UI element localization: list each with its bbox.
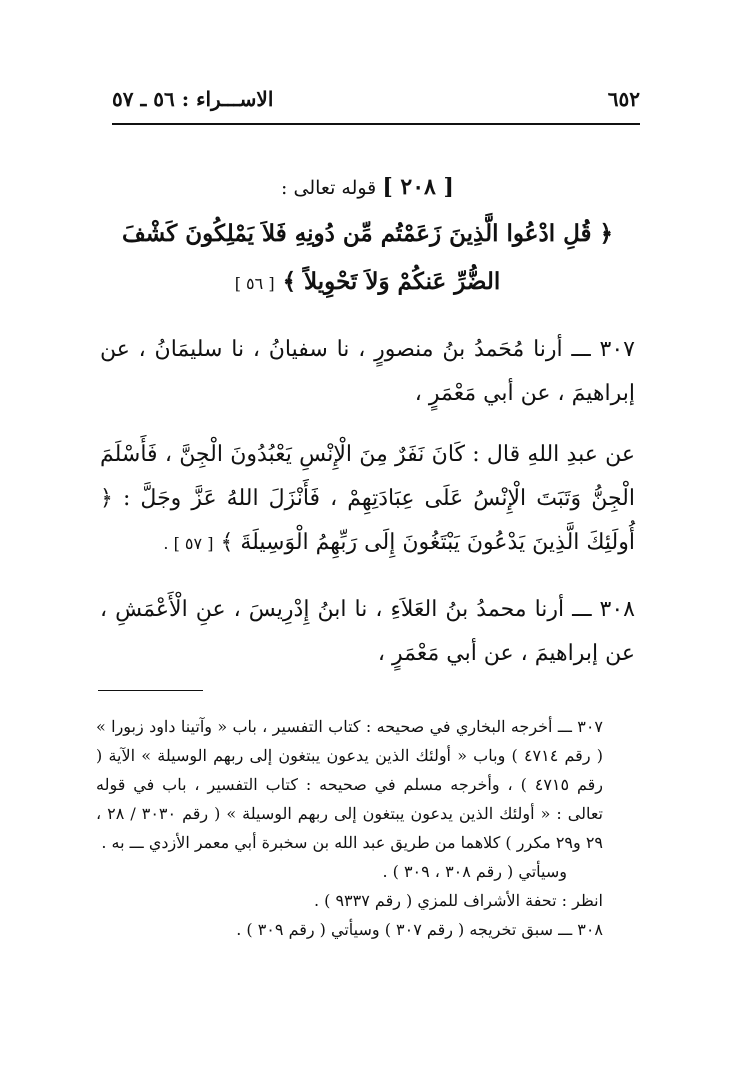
hadith-308-isnad bbox=[100, 588, 635, 676]
section-label: قوله تعالى : bbox=[281, 177, 377, 199]
running-title: الاســـراء : ٥٦ ـ ٥٧ bbox=[112, 87, 274, 111]
footnote-cross-reference: وسيأتي ( رقم ٣٠٨ ، ٣٠٩ ) . bbox=[382, 862, 567, 881]
footnote-separator bbox=[98, 690, 203, 691]
footnote-308: ٣٠٨ ـــ سبق تخريجه ( رقم ٣٠٧ ) وسيأتي ( رقم ٣٠٩ ) . bbox=[236, 920, 603, 939]
isnad-text: ٣٠٨ ـــ أرنا محمدُ بنُ العَلاَءِ ، نا ابنُ إِدْرِيسَ ، عنِ الْأَعْمَشِ ، عن إبراهيمَ ، عن أبي مَعْمَرٍ ، bbox=[100, 597, 635, 666]
hadith-307-isnad bbox=[100, 328, 635, 416]
hadith-307-matn bbox=[100, 433, 635, 566]
section-number: [ ٢٠٨ ] bbox=[382, 174, 454, 200]
matn-body: عن عبدِ اللهِ قال : كَانَ نَفَرٌ مِنَ الْإِنْسِ يَعْبُدُونَ الْجِنَّ ، فَأَسْلَمَ الْجِنُّ وَتَبَتَ الْإِنْسُ عَلَى عِبَادَتِهِمْ ، فَأَنْزَلَ اللهُ عَزَّ وجَلَّ : ﴿ أُولَئِكَ الَّذِينَ يَدْعُونَ يَبْتَغُونَ إِلَى رَبِّهِمُ الْوَسِيلَةَ ﴾ bbox=[100, 442, 635, 555]
header-rule bbox=[112, 123, 640, 125]
verse-text: ﴿ قُلِ ادْعُوا الَّذِينَ زَعَمْتُم مِّن دُونِهِ فَلاَ يَمْلِكُونَ كَشْفَ الضُّرِّ عَنكُمْ وَلاَ تَحْوِيلاً ﴾ bbox=[121, 220, 614, 295]
running-header bbox=[112, 84, 640, 114]
footnote-tuhfa-reference: انظر : تحفة الأشراف للمزي ( رقم ٩٣٣٧ ) . bbox=[313, 891, 603, 910]
quran-verse bbox=[110, 210, 625, 308]
matn-verse-reference: [ ٥٧ ] . bbox=[163, 534, 214, 553]
footnotes bbox=[96, 712, 637, 944]
isnad-text: ٣٠٧ ـــ أرنا مُحَمدُ بنُ منصورٍ ، نا سفيانُ ، نا سليمَانُ ، عن إبراهيمَ ، عن أبي مَعْمَرٍ ، bbox=[100, 337, 635, 406]
footnote-307: ٣٠٧ ـــ أخرجه البخاري في صحيحه : كتاب التفسير ، باب « وآتينا داود زبورا » ( رقم ٤٧١٤ ) وباب « أولئك الذين يدعون يبتغون إلى ربهم الوسيلة » الآية ( رقم ٤٧١٥ ) ، وأخرجه مسلم في صحيحه : كتاب التفسير ، باب في قوله تعالى : « أولئك الذين يدعون يبتغون إلى ربهم الوسيلة » ( رقم ٣٠٣٠ / ٢٨ ، ٢٩ و٢٩ مكرر ) كلاهما من طريق عبد الله بن سخبرة أبي معمر الأزدي ـــ به . bbox=[96, 717, 604, 852]
page-number: ٦٥٢ bbox=[607, 87, 640, 111]
verse-reference: [ ٥٦ ] bbox=[234, 274, 275, 293]
matn-text bbox=[100, 433, 635, 566]
section-heading bbox=[100, 172, 635, 203]
